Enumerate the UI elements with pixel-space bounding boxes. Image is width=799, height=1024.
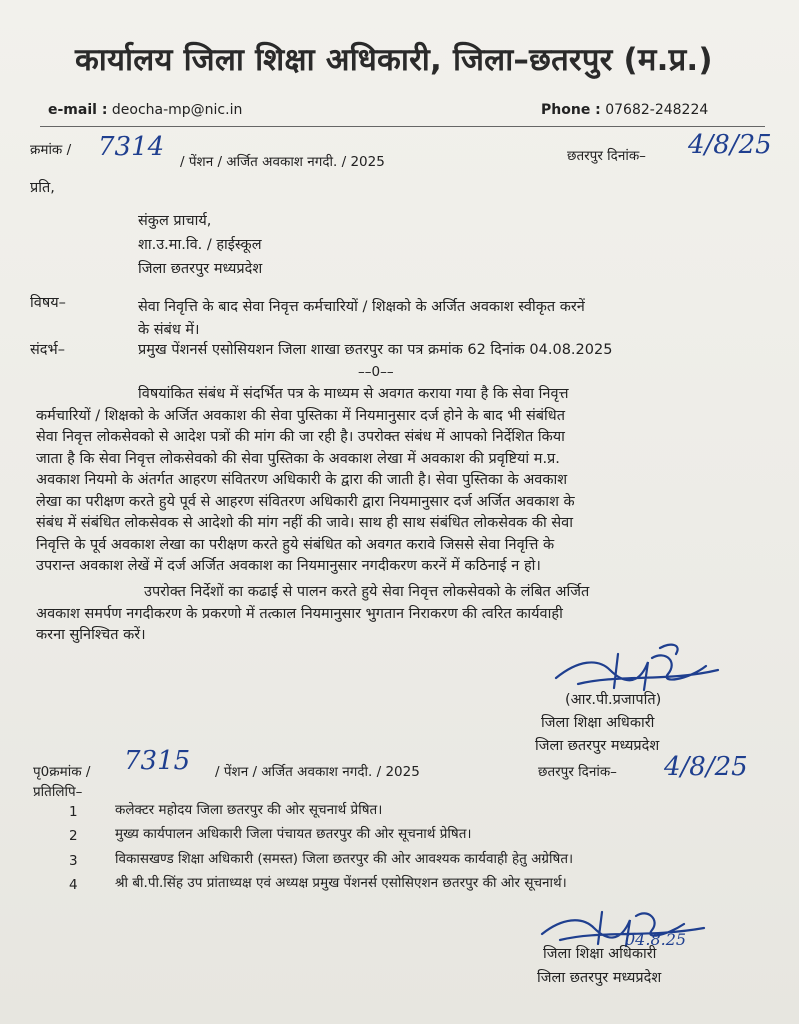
- para1-line: निवृत्ति के पूर्व अवकाश लेखा का परीक्षण करते हुये संबंधित को अवगत करावे जिससे सेवा निवृत्ति के: [36, 536, 555, 553]
- copy-item-number: 1: [69, 804, 78, 820]
- subject-line-2: के संबंध में।: [138, 322, 200, 338]
- para1-line: लेखा का परीक्षण करते हुये पूर्व से आहरण संवितरण अधिकारी द्वारा नियमानुसार दर्ज अर्जित अवकाश के: [36, 493, 575, 510]
- prati-label: प्रति,: [30, 180, 55, 196]
- phone-value: 07682-248224: [605, 102, 709, 118]
- copy-item-number: 3: [69, 853, 78, 869]
- officer-designation: जिला शिक्षा अधिकारी: [541, 715, 655, 731]
- subject-line-1: सेवा निवृत्ति के बाद सेवा निवृत्त कर्मचारियों / शिक्षको के अर्जित अवकाश स्वीकृत करनें: [138, 299, 585, 315]
- para2-line: करना सुनिश्चित करें।: [36, 627, 146, 643]
- office-title: कार्यालय जिला शिक्षा अधिकारी, जिला–छतरपुर (म.प्र.): [75, 42, 713, 78]
- copy-item-number: 2: [69, 828, 78, 844]
- copy-kramank-number: 7315: [124, 746, 191, 776]
- copy-item-text: श्री बी.पी.सिंह उप प्रांताध्यक्ष एवं अध्यक्ष प्रमुख पेंशनर्स एसोसिएशन छतरपुर की ओर सूचनार्थ।: [115, 875, 567, 891]
- signature-2-date: 04.8.25: [625, 930, 687, 949]
- date-label: छतरपुर दिनांक–: [567, 148, 646, 164]
- recipient-line-2: शा.उ.मा.वि. / हाईस्कूल: [138, 237, 262, 253]
- para1-line: जाता है कि सेवा निवृत्त लोकसेवको की सेवा पुस्तिका के अवकाश लेखा में अवकाश की प्रवृष्टियां म.प्र.: [36, 450, 560, 467]
- recipient-line-3: जिला छतरपुर मध्यप्रदेश: [138, 261, 263, 277]
- copy-item-text: विकासखण्ड शिक्षा अधिकारी (समस्त) जिला छतरपुर की ओर आवश्यक कार्यवाही हेतु अग्रेषित।: [115, 851, 574, 867]
- copy-kramank-label: पृ0क्रमांक /: [33, 764, 91, 780]
- officer-name: (आर.पी.प्रजापति): [565, 692, 662, 708]
- copy-date-label: छतरपुर दिनांक–: [538, 764, 617, 780]
- officer-2-place: जिला छतरपुर मध्यप्रदेश: [537, 970, 662, 986]
- email-value: deocha-mp@nic.in: [111, 102, 243, 118]
- reference-text: प्रमुख पेंशनर्स एसोसियशन जिला शाखा छतरपुर का पत्र क्रमांक 62 दिनांक 04.08.2025: [138, 342, 613, 358]
- para1-line: अवकाश नियमो के अंतर्गत आहरण संवितरण अधिकारी के द्वारा की जाती है। सेवा पुस्तिका के अवकाश: [36, 472, 568, 488]
- para1-line: कर्मचारियों / शिक्षको के अर्जित अवकाश की सेवा पुस्तिका में नियमानुसार दर्ज होने के बाद भी संबंधित: [36, 407, 565, 424]
- email-line: [48, 102, 242, 118]
- kramank-suffix: / पेंशन / अर्जित अवकाश नगदी. / 2025: [180, 154, 385, 170]
- officer-2-designation: जिला शिक्षा अधिकारी: [543, 946, 657, 962]
- separator: ––0––: [358, 364, 394, 380]
- para1-line: विषयांकित संबंध में संदर्भित पत्र के माध्यम से अवगत कराया गया है कि सेवा निवृत्त: [138, 386, 569, 402]
- kramank-number: 7314: [98, 132, 165, 162]
- para2-line: अवकाश समर्पण नगदीकरण के प्रकरणो में तत्काल नियमानुसार भुगतान निराकरण की त्वरित कार्यवाही: [36, 605, 563, 622]
- copy-kramank-suffix: / पेंशन / अर्जित अवकाश नगदी. / 2025: [215, 764, 420, 780]
- copy-item-text: कलेक्टर महोदय जिला छतरपुर की ओर सूचनार्थ प्रेषित।: [115, 802, 383, 818]
- body-paragraph-1: [36, 384, 768, 578]
- letter-date: 4/8/25: [688, 130, 772, 160]
- para1-line: संबंध में संबंधित लोकसेवक से आदेशो की मांग नहीं की जावे। साथ ही साथ संबंधित लोकसेवक की सेवा: [36, 515, 574, 531]
- copy-date: 4/8/25: [664, 752, 748, 782]
- para1-line: उपरान्त अवकाश लेखें में दर्ज अर्जित अवकाश का नियमानुसार नगदीकरण करनें में कठिनाई न हो।: [36, 558, 541, 574]
- para2-line: उपरोक्त निर्देशों का कढाई से पालन करते हुये सेवा निवृत्त लोकसेवको के लंबित अर्जित: [144, 584, 590, 600]
- pratilipi-label: प्रतिलिपि–: [33, 784, 83, 800]
- phone-label: Phone :: [541, 102, 601, 118]
- copy-item-number: 4: [69, 877, 78, 893]
- para1-line: सेवा निवृत्त लोकसेवको से आदेश पत्रों की मांग की जा रही है। उपरोक्त संबंध में आपको निर्देशित किया: [36, 429, 565, 445]
- copy-item-text: मुख्य कार्यपालन अधिकारी जिला पंचायत छतरपुर की ओर सूचनार्थ प्रेषित।: [115, 826, 472, 842]
- recipient-line-1: संकुल प्राचार्य,: [138, 213, 212, 229]
- header-divider: [40, 126, 765, 127]
- subject-label: विषय–: [30, 295, 66, 311]
- email-label: e-mail :: [48, 102, 108, 118]
- body-paragraph-2: [36, 582, 766, 647]
- officer-place: जिला छतरपुर मध्यप्रदेश: [535, 738, 660, 754]
- kramank-label: क्रमांक /: [30, 142, 72, 158]
- reference-label: संदर्भ–: [30, 342, 65, 358]
- phone-line: [541, 102, 708, 118]
